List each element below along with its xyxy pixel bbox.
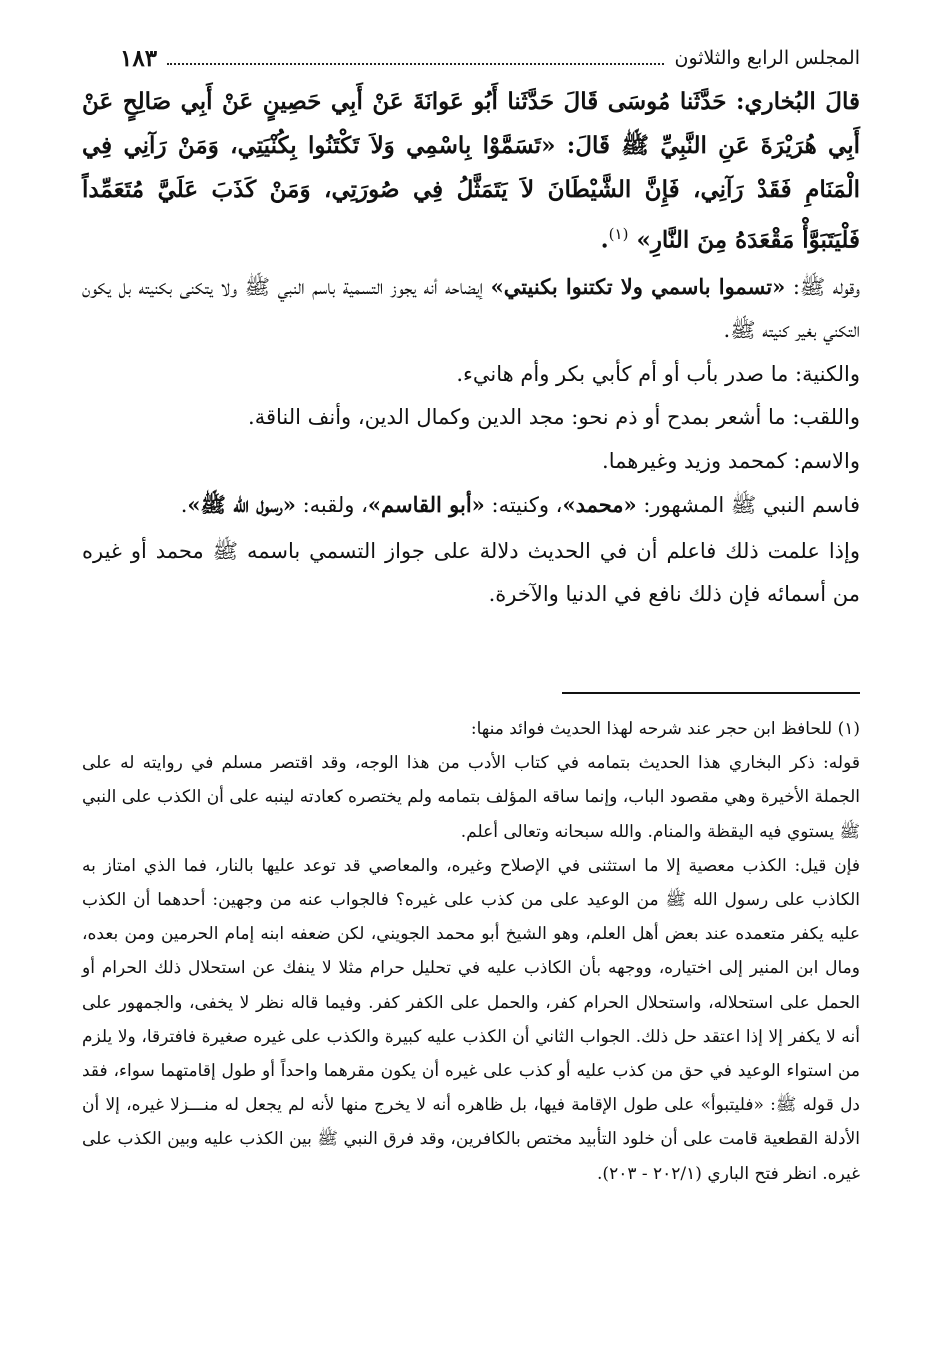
laqab-rasul-allah: «رسول الله ﷺ» xyxy=(187,492,296,518)
explanation-quote: «تسموا باسمي ولا تكتنوا بكنيتي» xyxy=(490,273,786,299)
footnote-separator xyxy=(562,692,860,694)
laqab-definition: واللقب: ما أشعر بمدح أو ذم نحو: مجد الدين وكمال الدين، وأنف الناقة. xyxy=(248,405,860,430)
header-dotted-leader xyxy=(167,51,664,65)
kunya-abu-al-qasim: «أبو القاسم» xyxy=(367,492,485,518)
footnote-intro: (١) للحافظ ابن حجر عند شرحه لهذا الحديث فوائد منها: xyxy=(470,719,860,739)
footnote-paragraph-2: فإن قيل: الكذب معصية إلا ما استثنى في الإصلاح وغيره، والمعاصي قد توعد عليها بالنار، فما الذي امتاز به الكاذب على رسول الله ﷺ من الوعيد على من كذب على غيره؟ فالجواب عنه من وجهين: أحدهما أن الكذب عليه يكفر متعمده عند بعض أهل العلم، وهو الشيخ أبو محمد الجويني، لكن ضعفه ابنه إمام الحرمين ومن بعده، ومال ابن المنير إلى اختياره، ووجهه بأن الكاذب عليه في تحليل حرام مثلا لا ينفك عن استحلال ذلك الحرام أو الحمل على استحلاله، واستحلال الحرام كفر، والحمل على الكفر كفر. وفيما قاله نظر لا يخفى، والجمهور على أنه لا يكفر إلا إذا اعتقد حل ذلك. الجواب الثاني أن الكذب عليه كبيرة والكذب على غيره صغيرة فافترقا، ولا يلزم من استواء الوعيد في حق من كذب عليه أو كذب على غيره أن يكون مقرهما واحداً أو طول إقامتهما سواء، فقد دل قوله ﷺ: «فليتبوأ» على طول الإقامة فيها، بل ظاهره أنه لا يخرج منها لأنه لم يجعل له منـــزلا غيره، إلا أن الأدلة القطعية قامت على أن خلود التأبيد مختص بالكافرين، وقد فرق النبي ﷺ بين الكذب عليه وبين الكذب على غيره. انظر فتح الباري (٢٠٢/١ - ٢٠٣). xyxy=(82,855,860,1184)
prophet-names-paragraph xyxy=(82,483,860,528)
names-laqab-label: ، ولقبه: xyxy=(295,493,368,518)
conclusion-paragraph: وإذا علمت ذلك فاعلم أن في الحديث دلالة على جواز التسمي باسمه ﷺ محمد أو غيره من أسمائه فإن ذلك نافع في الدنيا والآخرة. xyxy=(82,538,860,607)
footnote-reference: (١) xyxy=(608,225,629,243)
explanation-rest: إيضاحه أنه يجوز التسمية باسم النبي ﷺ ولا يتكنى بكنيته بل يكون التكني بغير كنيته ﷺ. xyxy=(82,274,860,343)
running-title: المجلس الرابع والثلاثون xyxy=(674,47,860,69)
explanation-paragraph xyxy=(82,265,860,353)
explanation-prefix: وقوله ﷺ: xyxy=(785,274,860,299)
main-text xyxy=(82,80,860,617)
footnote-paragraph-1: قوله: ذكر البخاري هذا الحديث بتمامه في كتاب الأدب من هذا الوجه، وقد اقتصر مسلم في روايته له على الجملة الأخيرة وهي مقصود الباب، وإنما ساقه المؤلف بتمامه ولم يختصره كعادته لينبه على أن الكذب على النبي ﷺ يستوي فيه اليقظة والمنام. والله سبحانه وتعالى أعلم. xyxy=(82,753,860,842)
names-intro: فاسم النبي ﷺ المشهور: xyxy=(636,493,860,518)
footnotes xyxy=(82,712,860,1191)
names-end: . xyxy=(180,493,188,518)
kunya-definition: والكنية: ما صدر بأب أو أم كأبي بكر وأم هانيء. xyxy=(456,361,860,386)
hadith-paragraph: قالَ البُخاري: حَدَّثَنا مُوسَى قَالَ حَدَّثَنا أَبُو عَوانَةَ عَنْ أَبِي حَصِينٍ عَنْ أَبِي صَالِحٍ عَنْ أَبِي هُرَيْرَةَ عَنِ النَّبِيِّ ﷺ قَالَ: «تَسَمَّوْا بِاسْمِي وَلاَ تَكْتَنُوا بِكُنْيَتِي، وَمَنْ رَآنِي فِي الْمَنَامِ فَقَدْ رَآنِي، فَإِنَّ الشَّيْطَانَ لاَ يَتَمَثَّلُ فِي صُورَتِي، وَمَنْ كَذَبَ عَلَيَّ مُتَعَمِّداً فَلْيَتَبَوَّأْ مَقْعَدَهُ مِنَ النَّارِ» $^{(١)}$. xyxy=(82,88,860,254)
hadith-text: قالَ البُخاري: حَدَّثَنا مُوسَى قَالَ حَدَّثَنا أَبُو عَوانَةَ عَنْ أَبِي حَصِينٍ عَنْ أَبِي صَالِحٍ عَنْ أَبِي هُرَيْرَةَ عَنِ النَّبِيِّ ﷺ قَالَ: «تَسَمَّوْا بِاسْمِي وَلاَ تَكْتَنُوا بِكُنْيَتِي، وَمَنْ رَآنِي فِي الْمَنَامِ فَقَدْ رَآنِي، فَإِنَّ الشَّيْطَانَ لاَ يَتَمَثَّلُ فِي صُورَتِي، وَمَنْ كَذَبَ عَلَيَّ مُتَعَمِّداً فَلْيَتَبَوَّأْ مَقْعَدَهُ مِنَ النَّارِ» xyxy=(82,88,860,254)
page-header xyxy=(120,40,860,76)
name-muhammad: «محمد» xyxy=(562,492,637,518)
ism-definition: والاسم: كمحمد وزيد وغيرهما. xyxy=(602,448,860,473)
page-number: ١٨٣ xyxy=(120,44,158,72)
names-kunya-label: ، وكنيته: xyxy=(484,493,563,518)
